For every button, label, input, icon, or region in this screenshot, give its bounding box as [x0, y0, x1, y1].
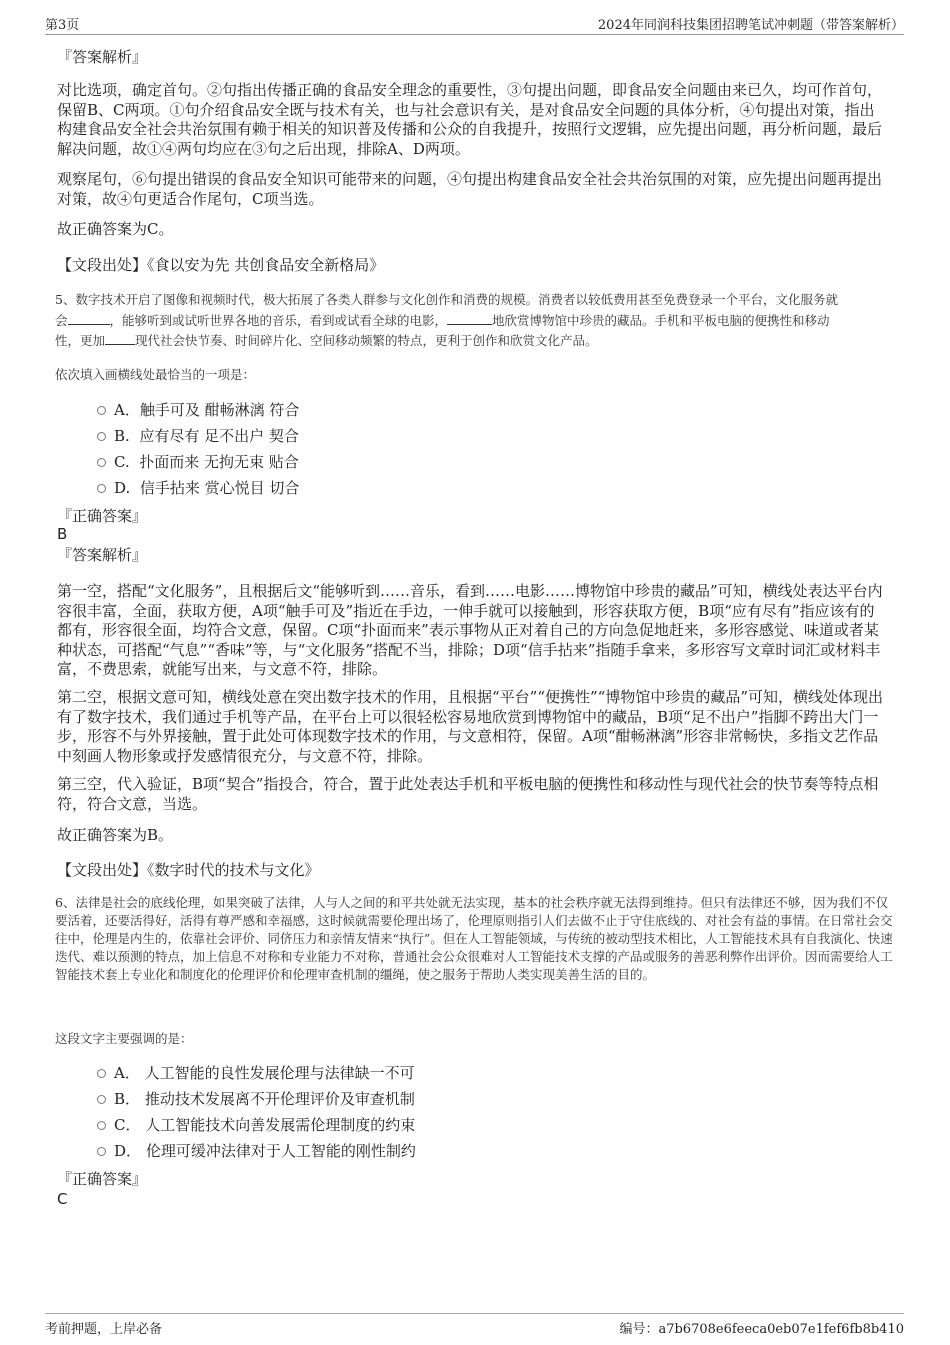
- source-citation: 【文段出处】《食以安为先 共创食品安全新格局》: [57, 256, 385, 274]
- correct-answer: C: [57, 1190, 68, 1208]
- option-b[interactable]: B. 应有尽有 足不出户 契合: [97, 425, 299, 447]
- document-code: 编号：a7b6708e6feeca0eb07e1fef6fb8b410: [619, 1322, 904, 1337]
- option-b[interactable]: B． 推动技术发展离不开伦理评价及审查机制: [97, 1088, 415, 1110]
- option-c[interactable]: C． 人工智能技术向善发展需伦理制度的约束: [97, 1114, 415, 1136]
- fill-blank: [105, 332, 135, 345]
- radio-icon[interactable]: [97, 1121, 106, 1130]
- question-stem: 6、法律是社会的底线伦理，如果突破了法律，人与人之间的和平共处就无法实现，基本的社会秩序就无法得到维持。但只有法律还不够，因为我们不仅要活着，还要活得好，活得有尊严感和幸福感，这时候就需要伦理出场了，伦理原则指引人们去做不止于守住底线的、对社会有益的事情。在日常社会交往中，伦理是内生的，依靠社会评价、同侪压力和亲情友情来“执行”。但在人工智能领域，与传统的被动型技术相比，人工智能技术具有自我演化、快速迭代、难以预测的特点，加上信息不对称和专业能力不对称，普通社会公众很难对人工智能技术支撑的产品或服务的善恶利弊作出评价。因而需要给人工智能技术套上专业化和制度化的伦理评价和伦理审查机制的缰绳，使之服务于帮助人类实现美善生活的目的。: [55, 895, 893, 982]
- footer-slogan: 考前押题，上岸必备: [45, 1322, 163, 1337]
- answer-analysis-label: 『答案解析』: [57, 48, 148, 66]
- radio-icon[interactable]: [97, 406, 106, 415]
- correct-answer: B: [57, 525, 68, 543]
- analysis-paragraph: 观察尾句，⑥句提出错误的食品安全知识可能带来的问题，④句提出构建食品安全社会共治氛围的对策，应先提出问题再提出对策，故④句更适合作尾句，C项当选。: [57, 170, 883, 208]
- option-a[interactable]: A．触手可及 酣畅淋漓 符合: [97, 399, 299, 421]
- analysis-paragraph: 对比选项，确定首句。②句指出传播正确的食品安全理念的重要性，③句提出问题，即食品安全问题由来已久，均可作首句，保留B、C两项。①句介绍食品安全既与技术有关，也与社会意识有关，是对食品安全问题的具体分析，④句提出对策，指出构建食品安全社会共治氛围有赖于相关的知识普及传播和公众的自我提升，按照行文逻辑，应先提出问题，再分析问题，最后解决问题，故①④两句均应在③句之后出现，排除A、D两项。: [57, 81, 883, 158]
- page-header: [45, 14, 904, 35]
- correct-answer-label: 『正确答案』: [57, 507, 148, 525]
- analysis-paragraph: 第一空，搭配“文化服务”，且根据后文“能够听到……音乐，看到……电影……博物馆中珍贵的藏品”可知，横线处表达平台内容很丰富，全面，获取方便，A项“触手可及”指近在手边，一伸手就可以接触到，形容获取方便，B项“应有尽有”指应该有的都有，形容很全面，均符合文意，保留。C项“扑面而来”表示事物从正对着自己的方向急促地赶来，多形容感觉、味道或者某种状态，可搭配“气息”“香味”等，与“文化服务”搭配不当，排除；D项“信手拈来”指随手拿来，多形容写文章时词汇或材料丰富，不费思索，就能写出来，与文意不符，排除。: [57, 582, 883, 678]
- conclusion: 故正确答案为C。: [57, 220, 174, 238]
- fill-blank: [68, 312, 110, 325]
- radio-icon[interactable]: [97, 1069, 106, 1078]
- answer-analysis-label: 『答案解析』: [57, 546, 148, 564]
- conclusion: 故正确答案为B。: [57, 826, 174, 844]
- fill-blank: [447, 312, 492, 325]
- radio-icon[interactable]: [97, 484, 106, 493]
- question-prompt: 依次填入画横线处最恰当的一项是：: [55, 367, 256, 382]
- radio-icon[interactable]: [97, 432, 106, 441]
- page-footer: [45, 1313, 904, 1337]
- document-title: 2024年同润科技集团招聘笔试冲刺题（带答案解析）: [597, 18, 904, 33]
- radio-icon[interactable]: [97, 458, 106, 467]
- source-citation: 【文段出处】《数字时代的技术与文化》: [57, 861, 320, 879]
- page-number: 第3页: [45, 18, 80, 33]
- analysis-paragraph: 第二空，根据文意可知，横线处意在突出数字技术的作用，且根据“平台”“便携性”“博物馆中珍贵的藏品”可知，横线处体现出有了数字技术，我们通过手机等产品，在平台上可以很轻松容易地欣赏到博物馆中的藏品，B项“足不出户”指脚不跨出大门一步，形容不与外界接触，置于此处可体现数字技术的作用，与文意相符，保留。A项“酣畅淋漓”形容非常畅快，多指文艺作品中刻画人物形象或抒发感情很充分，与文意不符，排除。: [57, 688, 884, 765]
- radio-icon[interactable]: [97, 1095, 106, 1104]
- radio-icon[interactable]: [97, 1147, 106, 1156]
- analysis-paragraph: 第三空，代入验证，B项“契合”指投合，符合，置于此处表达手机和平板电脑的便携性和移动性与现代社会的快节奏等特点相符，符合文意，当选。: [57, 775, 879, 813]
- option-d[interactable]: D． 伦理可缓冲法律对于人工智能的刚性制约: [97, 1140, 416, 1162]
- question-prompt: 这段文字主要强调的是：: [55, 1031, 193, 1046]
- option-d[interactable]: D. 信手拈来 赏心悦目 切合: [97, 477, 299, 499]
- option-c[interactable]: C. 扑面而来 无拘无束 贴合: [97, 451, 299, 473]
- question-stem: 5、数字技术开启了图像和视频时代，极大拓展了各类人群参与文化创作和消费的规模。消费者以较低费用甚至免费登录一个平台，文化服务就 会 ，能够听到或试听世界各地的音乐，看到或试看全球的电影， 地欣赏博物馆中珍贵的藏品。手机和平板电脑的便携性和移动 性，更加 现代社会快节奏、时间碎片化、空间移动频繁的特点，更利于创作和欣赏文化产品。: [55, 292, 838, 348]
- option-a[interactable]: A． 人工智能的良性发展伦理与法律缺一不可: [97, 1062, 415, 1084]
- correct-answer-label: 『正确答案』: [57, 1170, 148, 1188]
